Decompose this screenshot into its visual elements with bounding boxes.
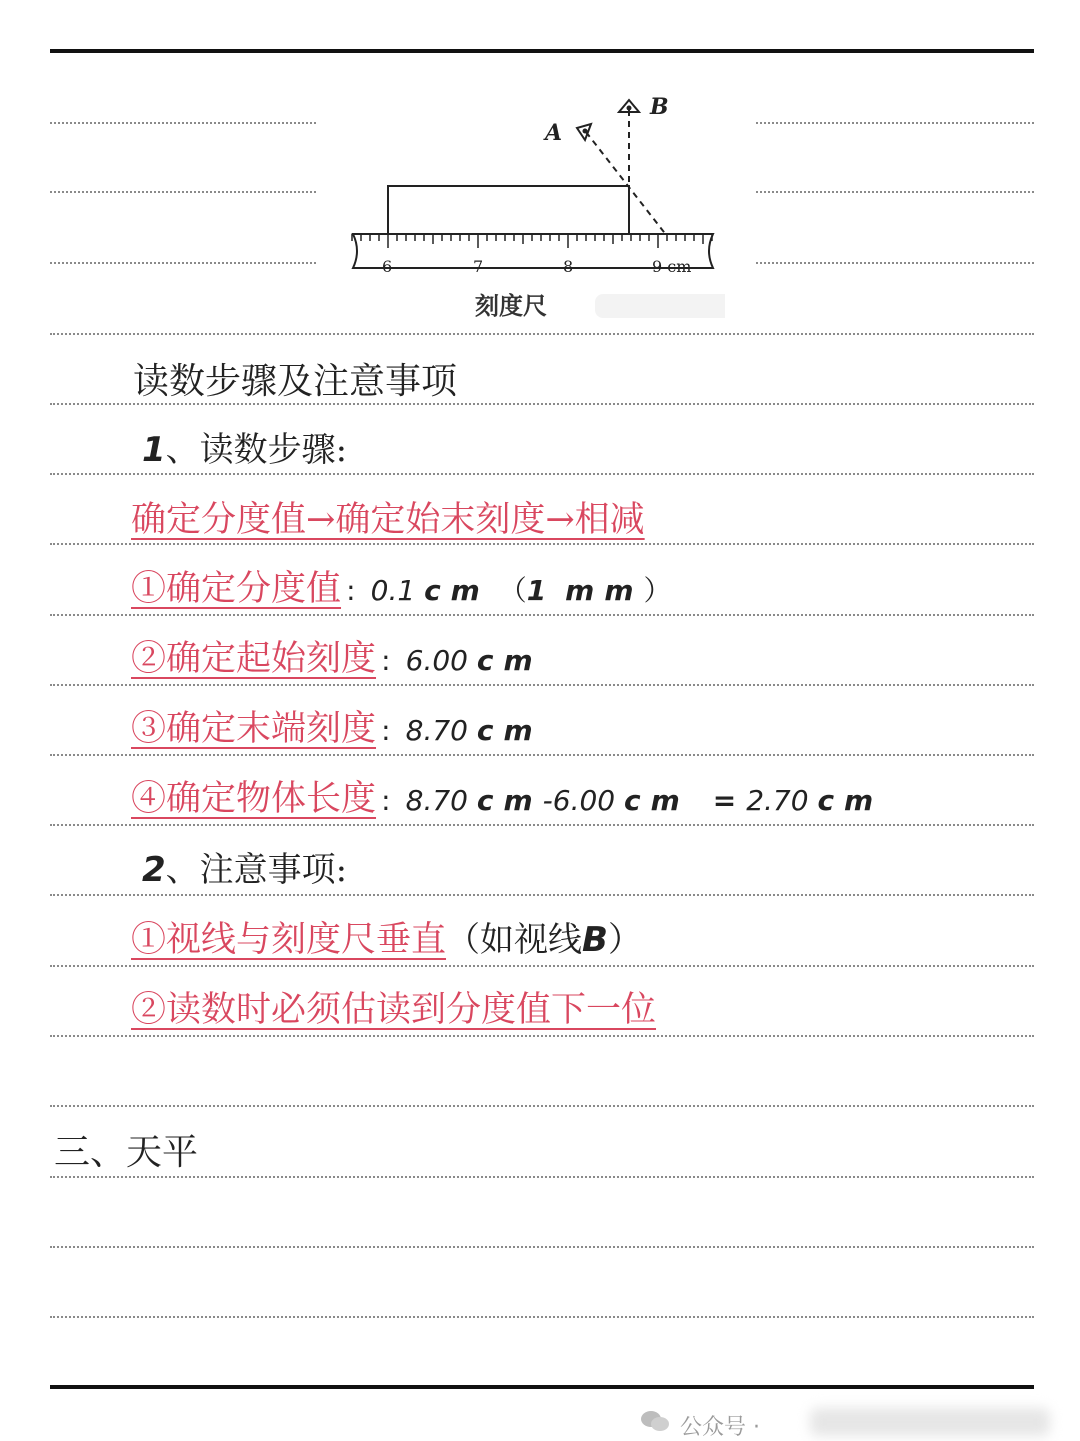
eye-a-icon: [577, 124, 591, 140]
tick-label-9: 9 cm: [652, 257, 692, 276]
guide-line: [50, 1105, 1034, 1107]
step-1-paren-open: （: [498, 574, 527, 607]
bottom-rule: [50, 1385, 1034, 1389]
step-3-unit: cm: [476, 714, 543, 747]
step-4-label: ④确定物体长度: [131, 779, 377, 819]
step-2: [131, 639, 543, 679]
part1-label: 、读数步骤:: [165, 430, 348, 470]
guide-line: [756, 191, 1034, 193]
reading-flow: 确定分度值→确定始末刻度→相减: [131, 500, 645, 540]
step-3: [131, 709, 543, 749]
step-4-unit-b: cm: [624, 784, 690, 817]
guide-line: [50, 824, 1034, 826]
step-1-unit-mm: mm: [565, 574, 644, 607]
watermark-text: 公众号 ·: [680, 1415, 760, 1440]
top-rule: [50, 49, 1034, 53]
step-4-unit-c: cm: [817, 784, 884, 817]
caption-blur: [595, 294, 725, 318]
note-1-text: ①视线与刻度尺垂直: [131, 920, 447, 960]
tick-label-7: 7: [473, 257, 484, 276]
ruler-diagram: [345, 88, 725, 328]
step-2-value: 6.00: [405, 644, 468, 677]
note-1: [131, 920, 642, 960]
section-title: 读数步骤及注意事项: [133, 361, 458, 402]
step-2-label: ②确定起始刻度: [131, 639, 377, 679]
figure-caption: 刻度尺: [475, 291, 547, 320]
step-3-colon: :: [381, 714, 391, 747]
step-4-colon: :: [381, 784, 391, 817]
guide-line: [50, 262, 316, 264]
guide-line: [756, 122, 1034, 124]
step-1-paren-close: ）: [643, 574, 672, 607]
part2-label: 、注意事项:: [165, 850, 348, 890]
label-b: B: [650, 94, 669, 120]
guide-line: [50, 543, 1034, 545]
step-1-value: 0.1: [370, 574, 416, 607]
guide-line: [50, 333, 1034, 335]
step-1-value-mm: 1: [526, 574, 557, 607]
wechat-icon: [640, 1408, 670, 1434]
guide-line: [50, 1035, 1034, 1037]
part1-heading: [142, 430, 348, 470]
note-2: ②读数时必须估读到分度值下一位: [131, 990, 657, 1030]
eye-b-icon: [619, 100, 639, 112]
label-a: A: [545, 120, 563, 146]
measured-object: [388, 186, 629, 234]
tick-label-8: 8: [563, 257, 574, 276]
step-4: [131, 779, 884, 819]
part2-heading: [142, 850, 348, 890]
guide-line: [50, 191, 316, 193]
note-1-close: ）: [607, 920, 642, 960]
guide-line: [50, 894, 1034, 896]
note-1-b: B: [582, 920, 608, 960]
step-4-equals: =: [712, 784, 747, 817]
guide-line: [50, 754, 1034, 756]
step-1: [131, 569, 672, 609]
guide-line: [50, 965, 1034, 967]
guide-line: [50, 403, 1034, 405]
tick-label-6: 6: [382, 257, 393, 276]
watermark-blur: [810, 1408, 1050, 1436]
note-1-extra: （如视线: [446, 920, 583, 960]
next-section-title: 三、天平: [54, 1132, 199, 1173]
step-3-label: ③确定末端刻度: [131, 709, 377, 749]
guide-line: [756, 262, 1034, 264]
part1-number: 1: [142, 430, 166, 470]
guide-line: [50, 122, 316, 124]
step-1-colon: :: [346, 574, 356, 607]
guide-line: [50, 614, 1034, 616]
step-2-unit: cm: [476, 644, 543, 677]
step-4-result: 2.70: [746, 784, 809, 817]
step-1-unit: cm: [424, 574, 490, 607]
guide-line: [50, 473, 1034, 475]
guide-line: [50, 684, 1034, 686]
step-4-value: 8.70: [405, 784, 468, 817]
step-3-value: 8.70: [405, 714, 468, 747]
step-4-minus: -6.00: [542, 784, 616, 817]
part2-number: 2: [142, 850, 166, 890]
guide-line: [50, 1176, 1034, 1178]
step-2-colon: :: [381, 644, 391, 677]
guide-line: [50, 1316, 1034, 1318]
step-4-unit-a: cm: [476, 784, 543, 817]
step-1-label: ①确定分度值: [131, 569, 342, 609]
guide-line: [50, 1246, 1034, 1248]
